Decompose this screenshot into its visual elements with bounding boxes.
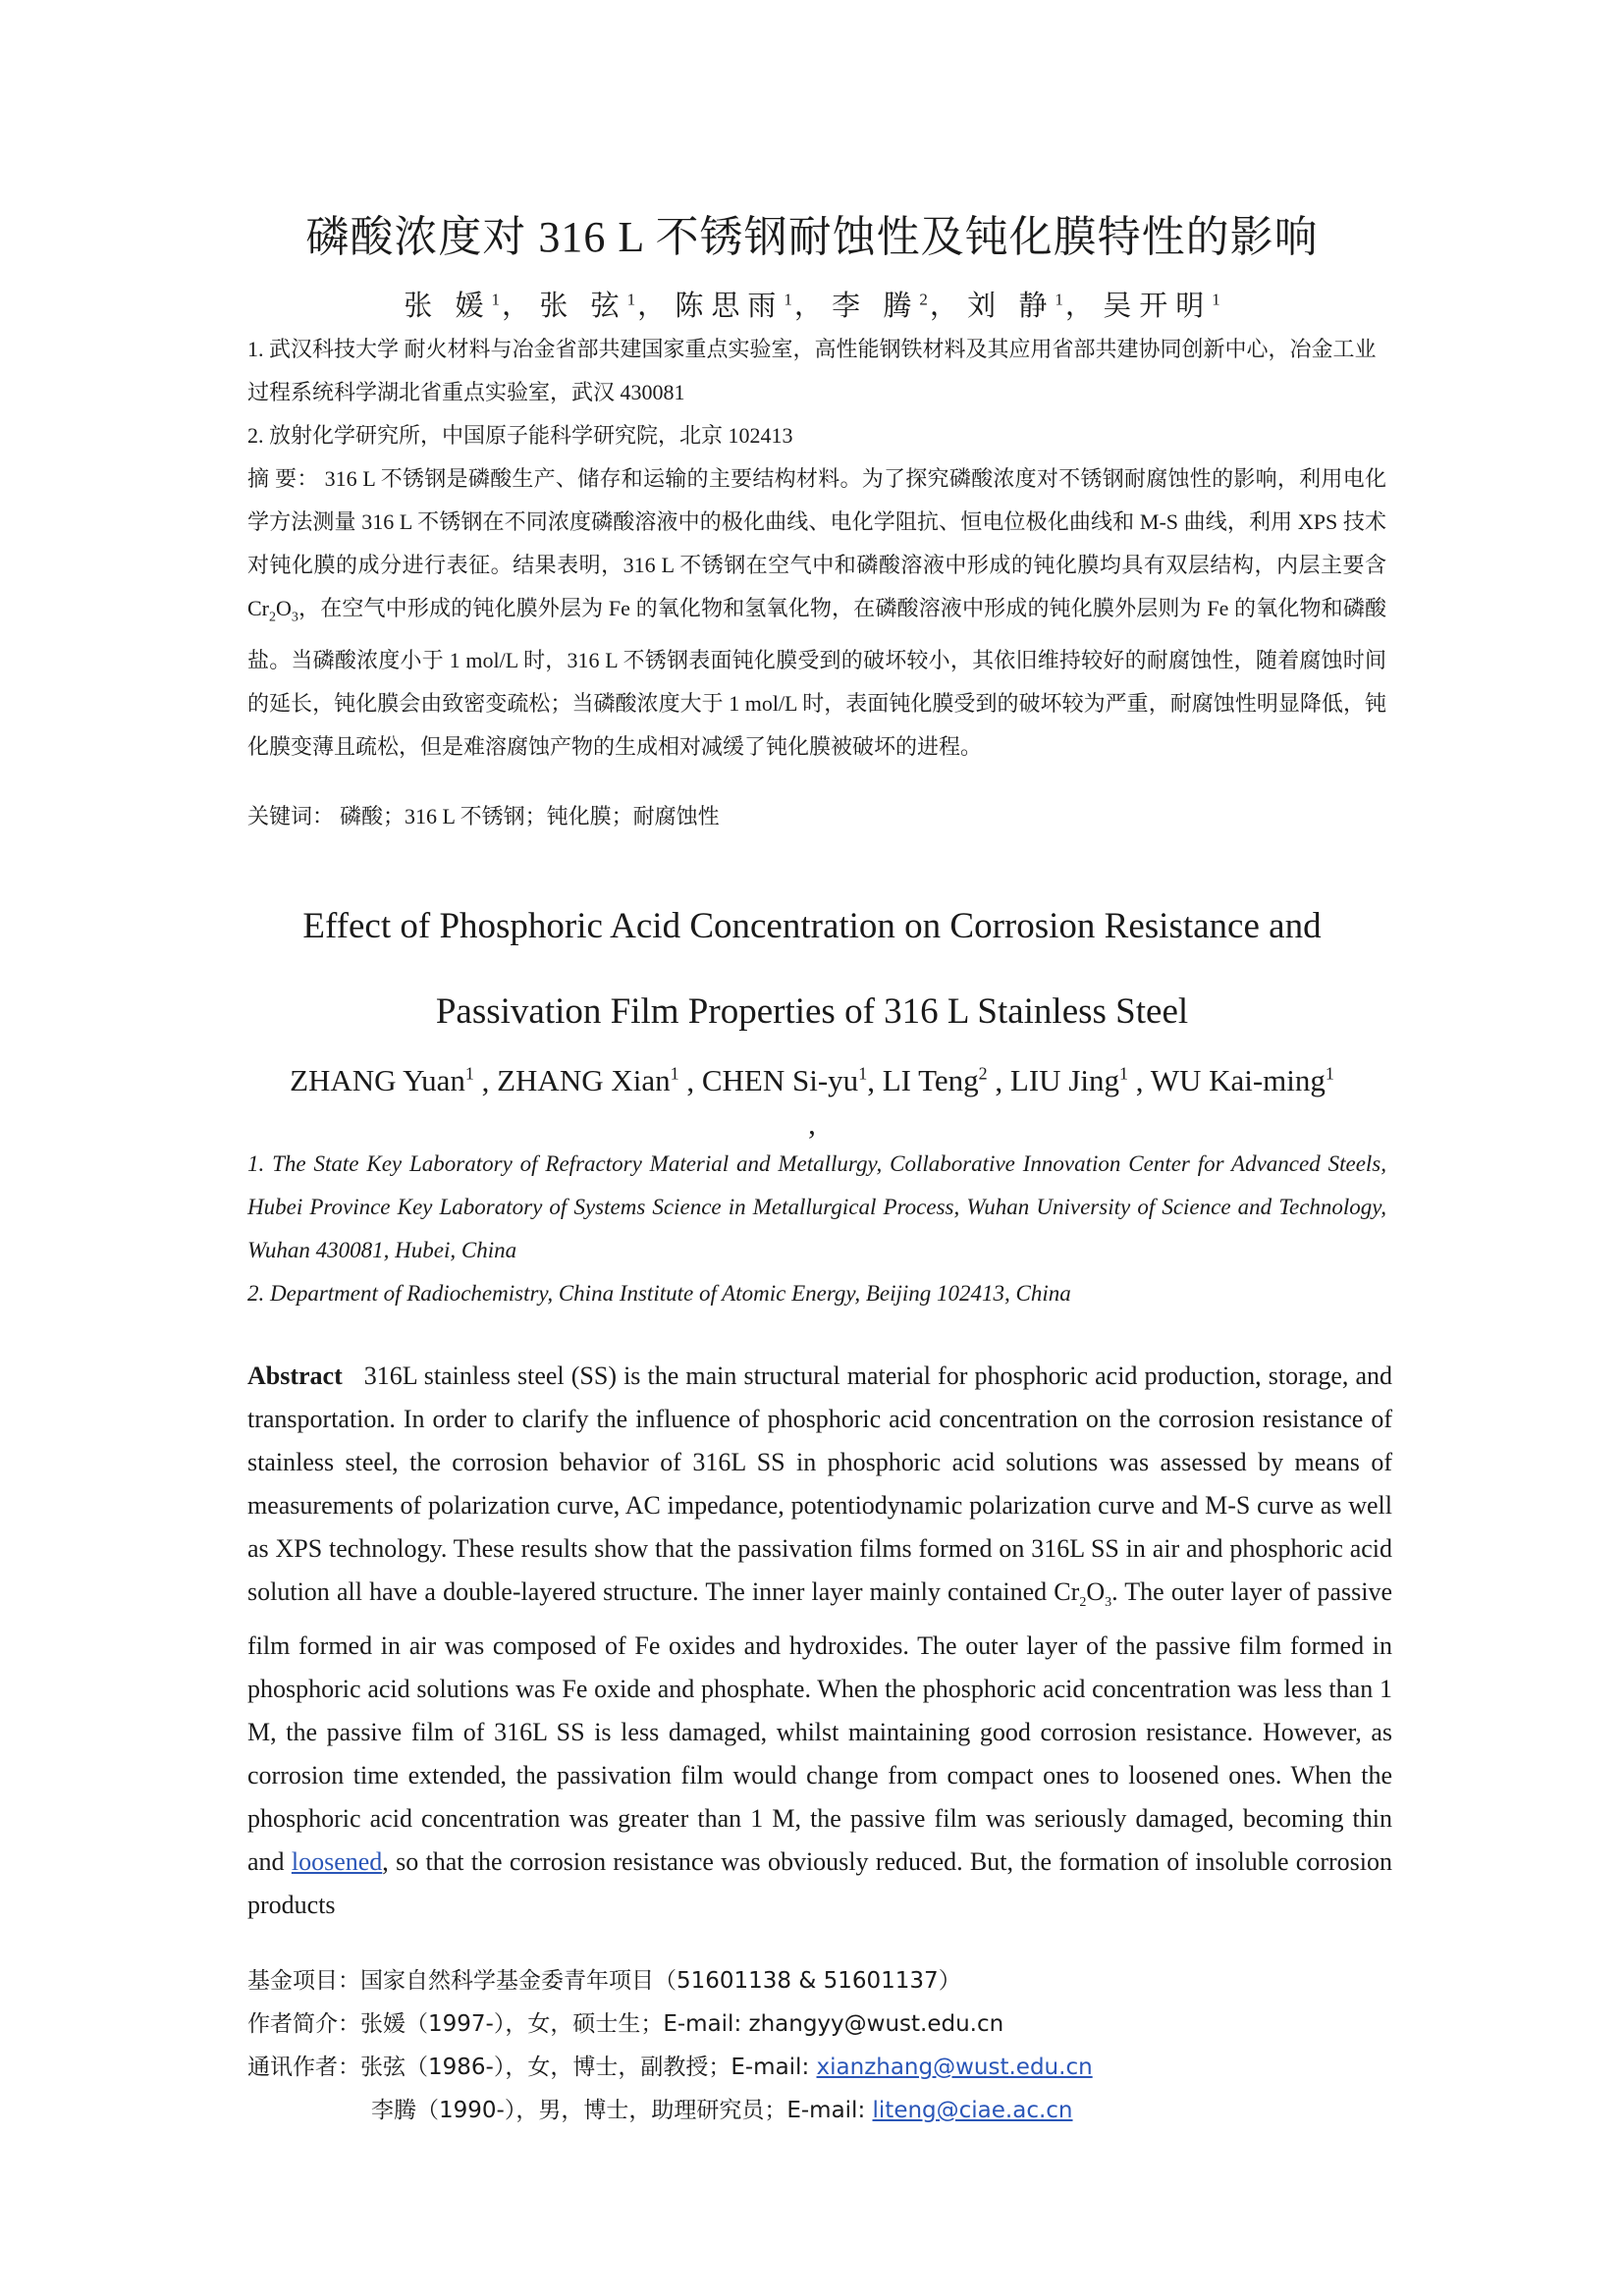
footnote-fund: 基金项目：国家自然科学基金委青年项目（51601138 & 51601137） bbox=[247, 1968, 961, 1994]
en-affiliation-1: 1. The State Key Laboratory of Refractory Material and Metallurgy, Collaborative Innovation Center for Advanced Steels, Hubei Province Key Laboratory of Systems Science in Metallurgical Process, Wuhan University of Science and Technology, Wuhan 430081, Hubei, China bbox=[247, 1151, 1386, 1262]
cn-keywords-label: 关键词： bbox=[247, 804, 335, 828]
footnote-author-bio: 作者简介：张媛（1997-），女，硕士生；E-mail: zhangyy@wust.edu.cn bbox=[247, 2011, 1004, 2037]
corresponding-email-link[interactable]: xianzhang@wust.edu.cn bbox=[816, 2055, 1093, 2080]
en-author: LI Teng$^2$ bbox=[882, 1063, 988, 1098]
footnote-corresponding-author-2: 李腾（1990-），男，博士，助理研究员；E-mail: liteng@ciae.ac.cn bbox=[371, 2098, 1073, 2123]
loosened-link[interactable]: loosened bbox=[291, 1847, 383, 1877]
cn-author: 吴开明$^1$ bbox=[1103, 290, 1220, 322]
english-authors: ZHANG Yuan$^1$ , ZHANG Xian$^1$ , CHEN $Si-yu^1$, LI Teng$^2$ , LIU Jing$^1$ , WU Kai-ming$^1$ , bbox=[290, 1063, 1334, 1142]
en-abstract-label: Abstract bbox=[247, 1362, 343, 1390]
chinese-authors: 张 媛$^1$， 张 弦$^1$， 陈思雨$^1$， 李 腾$^2$， 刘 静$^1$， 吴开明$^1$ bbox=[404, 290, 1220, 322]
en-author: CHEN $Si-yu^1$ bbox=[701, 1063, 868, 1098]
cn-author: 张 媛$^1$ bbox=[404, 290, 501, 322]
en-author: ZHANG Xian$^1$ bbox=[497, 1063, 679, 1098]
en-affiliation-2: 2. Department of Radiochemistry, China Institute of Atomic Energy, Beijing 102413, China bbox=[247, 1281, 1071, 1306]
cn-author: 刘 静$^1$ bbox=[967, 290, 1063, 322]
cn-author: 张 弦$^1$ bbox=[539, 290, 636, 322]
chinese-title: 磷酸浓度对 316 L 不锈钢耐蚀性及钝化膜特性的影响 bbox=[305, 213, 1319, 261]
footnote-corresponding-author: 通讯作者：张弦（1986-），女，博士，副教授；E-mail: xianzhang@wust.edu.cn bbox=[247, 2055, 1093, 2080]
en-author: ZHANG Yuan$^1$ bbox=[290, 1063, 474, 1098]
en-abstract: Abstract 316L stainless steel (SS) is the main structural material for phosphoric acid production, storage, and transportation. In order to clarify the influence of phosphoric acid concentration on the corrosion resistance of stainless steel, the corrosion behavior of 316L SS in phosphoric acid solutions was assessed by means of measurements of polarization curve, AC impedance, potentiodynamic polarization curve and M-S curve as well as XPS technology. These results show that the passivation films formed on 316L SS in air and phosphoric acid solution all have a double-layered structure. The inner layer mainly contained $Cr_2O_3$. The outer layer of passive film formed in air was composed of Fe oxides and hydroxides. The outer layer of the passive film formed in phosphoric acid solutions was Fe oxide and phosphate. When the phosphoric acid concentration was less than 1 M, the passive film of 316L SS is less damaged, whilst maintaining good corrosion resistance. However, as corrosion time extended, the passivation film would change from compact ones to loosened ones. When the phosphoric acid concentration was greater than 1 M, the passive film was seriously damaged, becoming thin and loosened, so that the corrosion resistance was obviously reduced. But, the formation of insoluble corrosion products bbox=[247, 1362, 1393, 1920]
english-title-line-2: Passivation Film Properties of 316 L Stainless Steel bbox=[435, 991, 1189, 1032]
corresponding-email-link-2[interactable]: liteng@ciae.ac.cn bbox=[872, 2098, 1073, 2123]
cn-abstract: 摘 要： 316 L 不锈钢是磷酸生产、储存和运输的主要结构材料。为了探究磷酸浓度对不锈钢耐腐蚀性的影响，利用电化学方法测量 316 L 不锈钢在不同浓度磷酸溶液中的极化曲线、电化学阻抗、恒电位极化曲线和 M-S 曲线，利用 XPS 技术对钝化膜的成分进行表征。结果表明，316 L 不锈钢在空气中和磷酸溶液中形成的钝化膜均具有双层结构，内层主要含 $Cr_2O_3$，在空气中形成的钝化膜外层为 Fe 的氧化物和氢氧化物，在磷酸溶液中形成的钝化膜外层则为 Fe 的氧化物和磷酸盐。当磷酸浓度小于 1 mol/L 时，316 L 不锈钢表面钝化膜受到的破坏较小，其依旧维持较好的耐腐蚀性，随着腐蚀时间的延长，钝化膜会由致密变疏松；当磷酸浓度大于 1 mol/L 时，表面钝化膜受到的破坏较为严重，耐腐蚀性明显降低，钝化膜变薄且疏松，但是难溶腐蚀产物的生成相对减缓了钝化膜被破坏的进程。 bbox=[247, 466, 1386, 760]
en-author: WU Kai-ming$^1$ bbox=[1150, 1063, 1334, 1098]
cn-author: 李 腾$^2$ bbox=[832, 290, 928, 322]
en-author: LIU Jing$^1$ bbox=[1009, 1063, 1128, 1098]
cn-keywords: 关键词： 磷酸；316 L 不锈钢；钝化膜；耐腐蚀性 bbox=[247, 804, 720, 828]
english-title-line-1: Effect of Phosphoric Acid Concentration on Corrosion Resistance and bbox=[302, 906, 1322, 946]
cn-abstract-label: 摘 要： bbox=[247, 466, 319, 491]
cn-affiliation-2: 2. 放射化学研究所，中国原子能科学研究院，北京 102413 bbox=[247, 423, 793, 448]
cn-author: 陈思雨$^1$ bbox=[675, 290, 792, 322]
cn-affiliation-1: 1. 武汉科技大学 耐火材料与冶金省部共建国家重点实验室，高性能钢铁材料及其应用省部共建协同创新中心，冶金工业过程系统科学湖北省重点实验室，武汉 430081 bbox=[247, 337, 1377, 404]
